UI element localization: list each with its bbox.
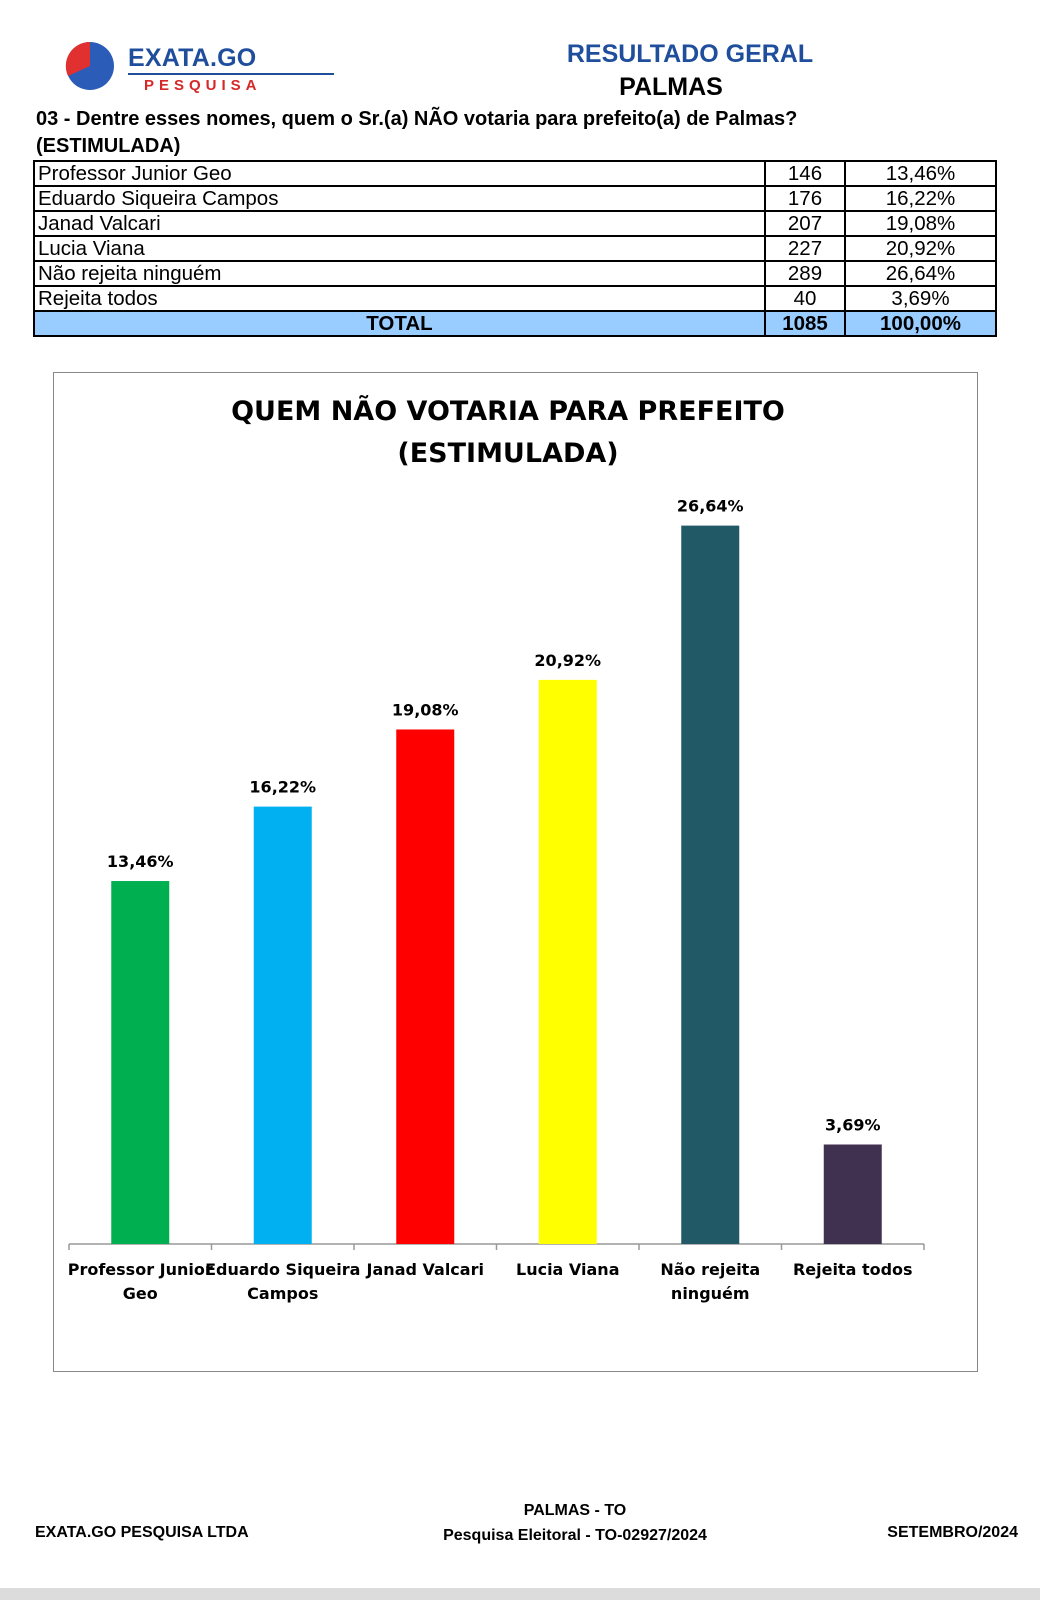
row-count: 146: [765, 161, 845, 186]
bar: [111, 881, 169, 1244]
category-label: Janad Valcari: [366, 1260, 484, 1279]
logo-brand-text: EXATA.GO: [128, 44, 257, 72]
data-label: 26,64%: [676, 496, 744, 516]
row-percent: 20,92%: [845, 236, 996, 261]
category-label: Campos: [247, 1284, 319, 1303]
pie-logo-icon: [60, 40, 124, 90]
category-label: ninguém: [670, 1284, 750, 1303]
bar-chart: [54, 373, 977, 1371]
bottom-strip: [0, 1588, 1040, 1600]
results-table: [33, 160, 997, 337]
bar: [254, 807, 312, 1244]
chart-title-line: (ESTIMULADA): [397, 438, 619, 469]
table-row: [34, 186, 996, 211]
category-label: Lucia Viana: [516, 1260, 620, 1279]
category-label: Geo: [122, 1284, 158, 1303]
data-label: 3,69%: [824, 1115, 881, 1135]
bar: [681, 526, 739, 1244]
table-row: [34, 261, 996, 286]
category-label: Eduardo Siqueira: [205, 1260, 361, 1279]
table-total-row: [34, 311, 996, 336]
data-label: 19,08%: [391, 700, 459, 720]
row-count: 289: [765, 261, 845, 286]
row-name: Professor Junior Geo: [34, 161, 765, 186]
total-percent: 100,00%: [845, 311, 996, 336]
chart-frame: [53, 372, 978, 1372]
footer-date: SETEMBRO/2024: [887, 1524, 1018, 1541]
total-count: 1085: [765, 311, 845, 336]
footer-location: PALMAS - TO: [523, 1502, 627, 1519]
row-count: 40: [765, 286, 845, 311]
data-label: 20,92%: [534, 650, 602, 670]
question-line-2: (ESTIMULADA): [36, 135, 181, 157]
table-row: [34, 161, 996, 186]
row-count: 176: [765, 186, 845, 211]
bar: [539, 680, 597, 1244]
row-count: 207: [765, 211, 845, 236]
category-label: Rejeita todos: [792, 1260, 913, 1279]
row-name: Janad Valcari: [34, 211, 765, 236]
row-name: Eduardo Siqueira Campos: [34, 186, 765, 211]
question-text: [36, 106, 996, 160]
exata-logo: [60, 40, 280, 100]
category-label: Não rejeita: [660, 1260, 761, 1279]
table-row: [34, 236, 996, 261]
row-percent: 19,08%: [845, 211, 996, 236]
report-city: PALMAS: [619, 73, 723, 101]
table-row: [34, 286, 996, 311]
row-percent: 16,22%: [845, 186, 996, 211]
footer-company: EXATA.GO PESQUISA LTDA: [35, 1524, 249, 1541]
row-percent: 13,46%: [845, 161, 996, 186]
data-label: 13,46%: [106, 852, 174, 872]
bar: [824, 1144, 882, 1244]
category-label: Professor Junior: [67, 1260, 213, 1279]
footer-registration: Pesquisa Eleitoral - TO-02927/2024: [443, 1527, 707, 1544]
footer-center: [370, 1498, 780, 1548]
row-percent: 3,69%: [845, 286, 996, 311]
chart-title-line: QUEM NÃO VOTARIA PARA PREFEITO: [231, 396, 785, 427]
logo-underline: [128, 73, 334, 75]
row-percent: 26,64%: [845, 261, 996, 286]
logo-subtext: PESQUISA: [144, 77, 262, 94]
bar: [396, 729, 454, 1244]
row-name: Lucia Viana: [34, 236, 765, 261]
data-label: 16,22%: [249, 777, 317, 797]
question-line-1: 03 - Dentre esses nomes, quem o Sr.(a) NÃO votaria para prefeito(a) de Palmas?: [36, 108, 798, 130]
table-row: [34, 211, 996, 236]
report-title: RESULTADO GERAL: [566, 40, 814, 68]
row-name: Rejeita todos: [34, 286, 765, 311]
row-name: Não rejeita ninguém: [34, 261, 765, 286]
total-label: TOTAL: [34, 311, 765, 336]
row-count: 227: [765, 236, 845, 261]
